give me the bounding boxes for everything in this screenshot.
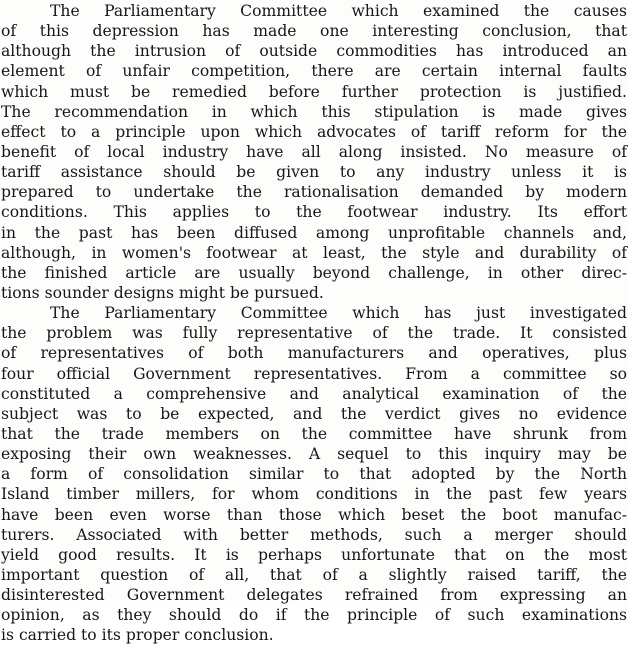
text-line: although, in women's footwear at least, the style and durability of (1, 243, 627, 262)
article-text (1, 1, 627, 646)
text-line: which must be remedied before further protection is justified. (1, 82, 627, 101)
text-line: subject was to be expected, and the verdict gives no evidence (1, 404, 627, 423)
text-line: important question of all, that of a slightly raised tariff, the (1, 565, 627, 584)
text-line: turers. Associated with better methods, such a merger should (1, 525, 627, 544)
paragraph-2 (1, 303, 627, 645)
text-line: The Parliamentary Committee which has just investigated (50, 304, 627, 323)
text-line: prepared to undertake the rationalisation demanded by modern (1, 183, 627, 202)
text-line: although the intrusion of outside commodities has introduced an (1, 42, 627, 61)
text-line: the finished article are usually beyond challenge, in other direc- (1, 263, 627, 282)
text-line: opinion, as they should do if the principle of such examinations (1, 606, 627, 625)
text-line: The Parliamentary Committee which examined the causes (50, 2, 627, 20)
text-line: in the past has been diffused among unprofitable channels and, (1, 223, 627, 242)
text-line: benefit of local industry have all along insisted. No measure of (1, 142, 627, 161)
text-line: Island timber millers, for whom conditions in the past few years (1, 485, 627, 504)
text-line: the problem was fully representative of the trade. It consisted (1, 324, 627, 343)
text-line: conditions. This applies to the footwear industry. Its effort (1, 203, 627, 222)
text-line: element of unfair competition, there are certain internal faults (1, 62, 627, 81)
text-line: have been even worse than those which beset the boot manufac- (1, 505, 627, 524)
text-line: is carried to its proper conclusion. (1, 626, 274, 645)
text-line: effect to a principle upon which advocates of tariff reform for the (1, 122, 627, 141)
text-line: that the trade members on the committee have shrunk from (1, 424, 627, 443)
paragraph-1 (1, 1, 627, 303)
text-line: The recommendation in which this stipulation is made gives (1, 102, 627, 121)
text-line: tions sounder designs might be pursued. (1, 283, 324, 302)
text-line: of representatives of both manufacturers and operatives, plus (1, 344, 627, 363)
text-line: tariff assistance should be given to any industry unless it is (1, 163, 627, 182)
text-line: a form of consolidation similar to that adopted by the North (1, 465, 627, 484)
text-line: disinterested Government delegates refrained from expressing an (1, 586, 627, 605)
text-line: four official Government representatives. From a committee so (1, 364, 627, 383)
text-line: constituted a comprehensive and analytical examination of the (1, 384, 627, 403)
text-line: exposing their own weaknesses. A sequel to this inquiry may be (1, 445, 627, 464)
text-line: yield good results. It is perhaps unfortunate that on the most (1, 545, 627, 564)
text-line: of this depression has made one interesting conclusion, that (1, 22, 627, 41)
